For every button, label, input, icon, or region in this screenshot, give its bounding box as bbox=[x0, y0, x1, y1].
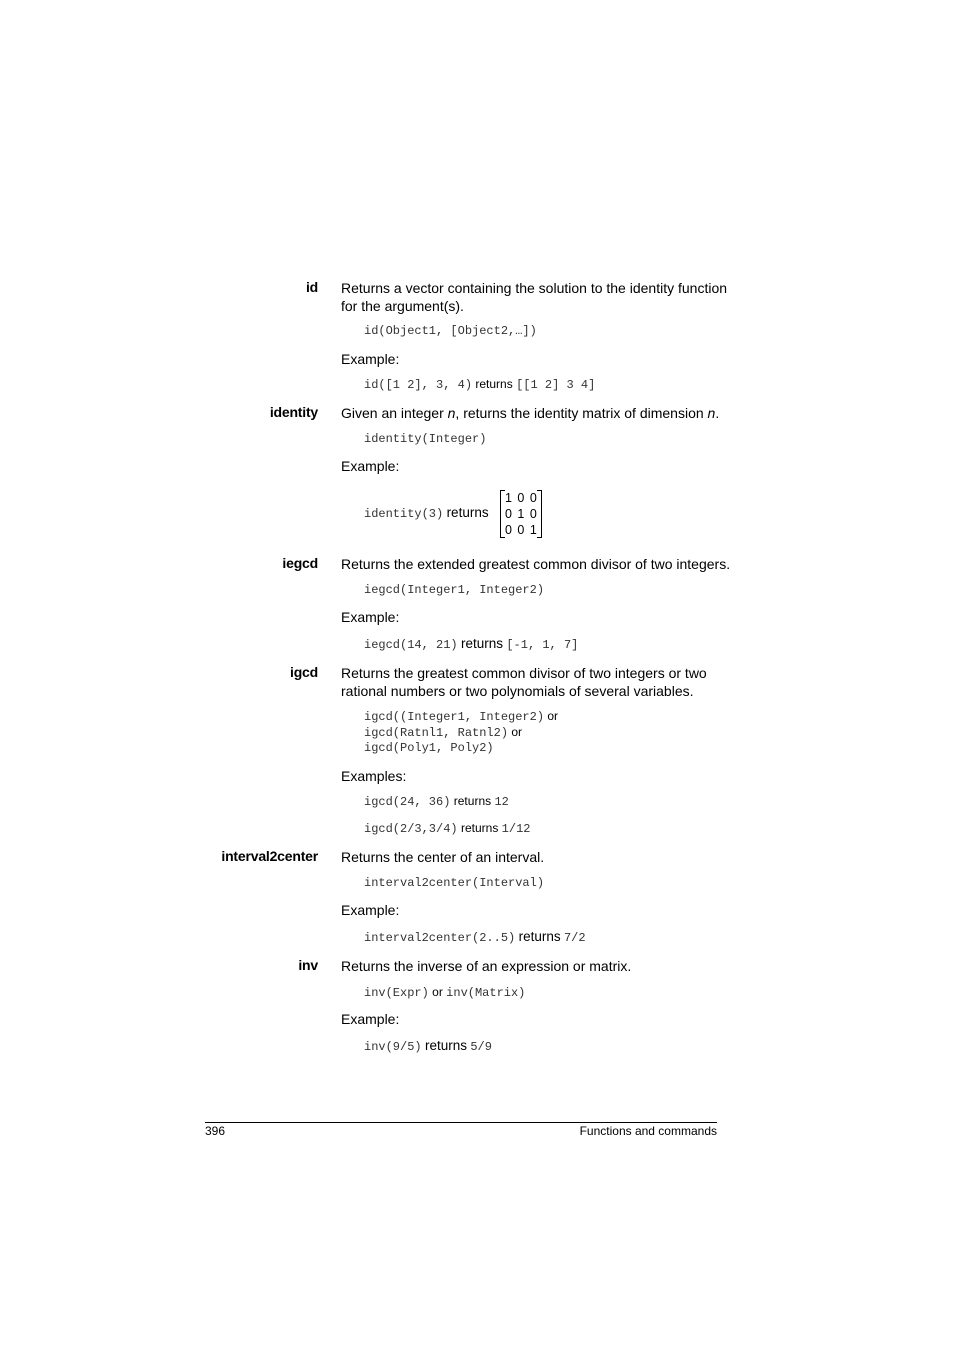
syntax-inv-2: inv(Matrix) bbox=[446, 986, 526, 1000]
desc-igcd-line1: Returns the greatest common divisor of two integers or two bbox=[341, 665, 707, 681]
term-iegcd: iegcd bbox=[282, 555, 318, 571]
example-label-igcd: Examples: bbox=[341, 768, 407, 784]
syntax-igcd-3: igcd(Poly1, Poly2) bbox=[364, 741, 494, 755]
example-label-iegcd: Example: bbox=[341, 609, 400, 625]
term-inv: inv bbox=[298, 957, 318, 973]
syntax-interval2center: interval2center(Interval) bbox=[364, 876, 545, 890]
term-igcd: igcd bbox=[290, 664, 318, 680]
example-inv-code: inv(9/5) bbox=[364, 1040, 422, 1054]
example-id-code: id([1 2], 3, 4) bbox=[364, 378, 473, 392]
footer-section: Functions and commands bbox=[579, 1124, 717, 1138]
desc-id-line1: Returns a vector containing the solution to the identity function bbox=[341, 280, 728, 296]
example-iegcd bbox=[364, 636, 578, 653]
example-igcd-2-code: igcd(2/3,3/4) bbox=[364, 822, 458, 836]
example-igcd-1 bbox=[364, 793, 509, 810]
syntax-igcd-2 bbox=[364, 724, 522, 741]
term-identity: identity bbox=[269, 404, 318, 420]
syntax-inv-or: or bbox=[432, 985, 443, 999]
syntax-igcd-2-code: igcd(Ratnl1, Ratnl2) bbox=[364, 726, 509, 740]
example-igcd-2 bbox=[364, 820, 530, 837]
desc-inv: Returns the inverse of an expression or matrix. bbox=[341, 958, 632, 974]
example-igcd-1-code: igcd(24, 36) bbox=[364, 795, 451, 809]
example-interval2center-returns: returns bbox=[518, 929, 561, 944]
example-iegcd-result: [-1, 1, 7] bbox=[506, 638, 579, 652]
desc-identity-b: , returns the identity matrix of dimension bbox=[455, 405, 708, 421]
example-identity-code: identity(3) bbox=[364, 507, 444, 521]
syntax-inv bbox=[364, 984, 525, 1001]
example-igcd-1-result: 12 bbox=[494, 795, 509, 809]
example-igcd-2-returns: returns bbox=[460, 821, 499, 835]
page-number: 396 bbox=[205, 1124, 226, 1138]
example-inv-returns: returns bbox=[424, 1038, 467, 1053]
footer-rule bbox=[205, 1122, 717, 1123]
term-id: id bbox=[305, 279, 318, 295]
syntax-inv-1: inv(Expr) bbox=[364, 986, 429, 1000]
desc-identity-n2: n bbox=[707, 405, 716, 421]
example-inv bbox=[364, 1038, 492, 1055]
example-label-inv: Example: bbox=[341, 1011, 400, 1027]
matrix-row-1: 1 0 0 bbox=[505, 491, 538, 505]
desc-identity bbox=[341, 404, 719, 422]
syntax-id: id(Object1, [Object2,…]) bbox=[364, 324, 537, 338]
example-iegcd-returns: returns bbox=[460, 636, 503, 651]
desc-identity-n1: n bbox=[447, 405, 456, 421]
example-identity-returns: returns bbox=[446, 505, 489, 520]
desc-igcd-line2: rational numbers or two polynomials of several variables. bbox=[341, 683, 694, 699]
syntax-igcd-2-or: or bbox=[511, 725, 523, 739]
desc-id-line2: for the argument(s). bbox=[341, 298, 464, 314]
example-interval2center-result: 7/2 bbox=[563, 931, 586, 945]
syntax-igcd-1-or: or bbox=[547, 709, 559, 723]
desc-interval2center: Returns the center of an interval. bbox=[341, 849, 545, 865]
example-id-returns: returns bbox=[475, 377, 513, 391]
example-igcd-1-returns: returns bbox=[453, 794, 492, 808]
desc-identity-c: . bbox=[715, 405, 720, 421]
syntax-igcd-1 bbox=[364, 708, 558, 725]
desc-identity-a: Given an integer bbox=[341, 405, 448, 421]
identity-matrix bbox=[500, 490, 542, 538]
example-igcd-2-result: 1/12 bbox=[501, 822, 531, 836]
example-label-identity: Example: bbox=[341, 458, 400, 474]
syntax-identity: identity(Integer) bbox=[364, 432, 487, 446]
example-iegcd-code: iegcd(14, 21) bbox=[364, 638, 458, 652]
term-interval2center: interval2center bbox=[221, 848, 318, 864]
syntax-igcd-1-code: igcd((Integer1, Integer2) bbox=[364, 710, 545, 724]
example-interval2center-code: interval2center(2..5) bbox=[364, 931, 516, 945]
example-identity bbox=[364, 505, 489, 522]
example-interval2center bbox=[364, 929, 586, 946]
matrix-row-2: 0 1 0 bbox=[505, 507, 538, 521]
desc-iegcd: Returns the extended greatest common divisor of two integers. bbox=[341, 556, 731, 572]
example-label-interval2center: Example: bbox=[341, 902, 400, 918]
example-inv-result: 5/9 bbox=[470, 1040, 492, 1054]
example-id-result: [[1 2] 3 4] bbox=[516, 378, 596, 392]
example-label-id: Example: bbox=[341, 351, 400, 367]
matrix-row-3: 0 0 1 bbox=[505, 523, 538, 537]
syntax-iegcd: iegcd(Integer1, Integer2) bbox=[364, 583, 545, 597]
example-id bbox=[364, 376, 595, 393]
